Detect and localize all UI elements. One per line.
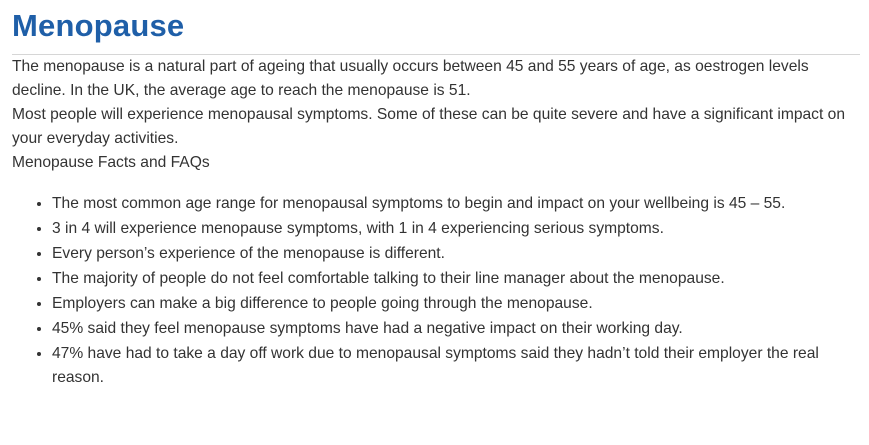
facts-heading: Menopause Facts and FAQs xyxy=(12,154,210,171)
list-item: • Every person’s experience of the menopause is different. xyxy=(52,241,860,266)
list-item: • Employers can make a big difference to people going through the menopause. xyxy=(52,291,860,316)
list-item: • The most common age range for menopausal symptoms to begin and impact on your wellbeing is 45 – 55. xyxy=(52,191,860,216)
list-item: • 3 in 4 will experience menopause symptoms, with 1 in 4 experiencing serious symptoms. xyxy=(52,216,860,241)
list-item: • The majority of people do not feel comfortable talking to their line manager about the menopause. xyxy=(52,266,860,291)
symptoms-paragraph: Most people will experience menopausal symptoms. Some of these can be quite severe and have a significant impact on your everyday activities. xyxy=(12,106,845,147)
list-item: • 45% said they feel menopause symptoms have had a negative impact on their working day. xyxy=(52,316,860,341)
facts-list xyxy=(12,191,860,390)
page-title: Menopause xyxy=(12,8,185,43)
intro-paragraph: The menopause is a natural part of ageing that usually occurs between 45 and 55 years of age, as oestrogen levels decline. In the UK, the average age to reach the menopause is 51. xyxy=(12,58,809,99)
list-item: • 47% have had to take a day off work due to menopausal symptoms said they hadn’t told their employer the real reason. xyxy=(52,341,860,390)
